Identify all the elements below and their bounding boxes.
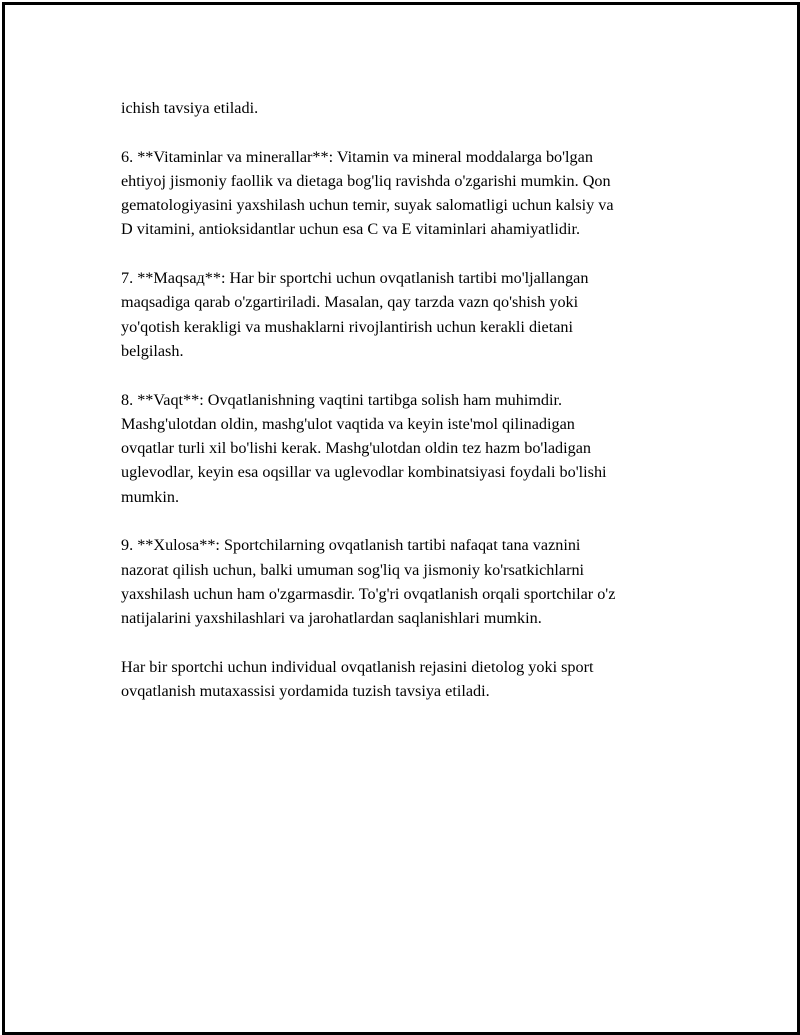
text-line: uglevodlar, keyin esa oqsillar va uglevodlar kombinatsiyasi foydali bo'lishi xyxy=(121,463,607,482)
paragraph-goal xyxy=(121,266,701,363)
text-line: ovqatlanish mutaxassisi yordamida tuzish tavsiya etiladi. xyxy=(121,682,490,701)
text-line: Har bir sportchi uchun individual ovqatlanish rejasini dietolog yoki sport xyxy=(121,657,594,676)
paragraph-conclusion xyxy=(121,533,701,630)
text-line: yo'qotish kerakligi va mushaklarni rivojlantirish uchun kerakli dietani xyxy=(121,317,574,336)
text-line: gematologiyasini yaxshilash uchun temir, suyak salomatligi uchun kalsiy va xyxy=(121,196,614,215)
text-line: 8. **Vaqt**: Ovqatlanishning vaqtini tartibga solish ham muhimdir. xyxy=(121,390,563,409)
text-line: 9. **Xulosa**: Sportchilarning ovqatlanish tartibi nafaqat tana vaznini xyxy=(121,536,581,555)
text-line: Mashg'ulotdan oldin, mashg'ulot vaqtida va keyin iste'mol qilinadigan xyxy=(121,414,575,433)
text-line: 6. **Vitaminlar va minerallar**: Vitamin va mineral moddalarga bo'lgan xyxy=(121,147,593,166)
text-line: maqsadiga qarab o'zgartiriladi. Masalan, qay tarzda vazn qo'shish yoki xyxy=(121,293,579,312)
document-body xyxy=(121,96,701,728)
page-border xyxy=(2,2,800,1035)
text-line: 7. **Maqsaд**: Har bir sportchi uchun ovqatlanish tartibi mo'ljallangan xyxy=(121,269,589,288)
text-line: ovqatlar turli xil bo'lishi kerak. Mashg'ulotdan oldin tez hazm bo'ladigan xyxy=(121,439,591,458)
text-line: yaxshilash uchun ham o'zgarmasdir. To'g'ri ovqatlanish orqali sportchilar o'z xyxy=(121,584,616,603)
text-line: belgilash. xyxy=(121,341,184,360)
text-line: ehtiyoj jismoniy faollik va dietaga bog'liq ravishda o'zgarishi mumkin. Qon xyxy=(121,171,611,190)
text-line: ichish tavsiya etiladi. xyxy=(121,99,259,117)
text-line: nazorat qilish uchun, balki umuman sog'liq va jismoniy ko'rsatkichlarni xyxy=(121,560,585,579)
paragraph-recommendation xyxy=(121,655,701,704)
paragraph-intro-tail xyxy=(121,96,701,120)
paragraph-timing xyxy=(121,388,701,509)
text-line: mumkin. xyxy=(121,487,180,506)
text-line: natijalarini yaxshilashlari va jarohatlardan saqlanishlari mumkin. xyxy=(121,609,542,628)
text-line: D vitamini, antioksidantlar uchun esa C va E vitaminlari ahamiyatlidir. xyxy=(121,220,580,239)
paragraph-vitamins xyxy=(121,145,701,242)
